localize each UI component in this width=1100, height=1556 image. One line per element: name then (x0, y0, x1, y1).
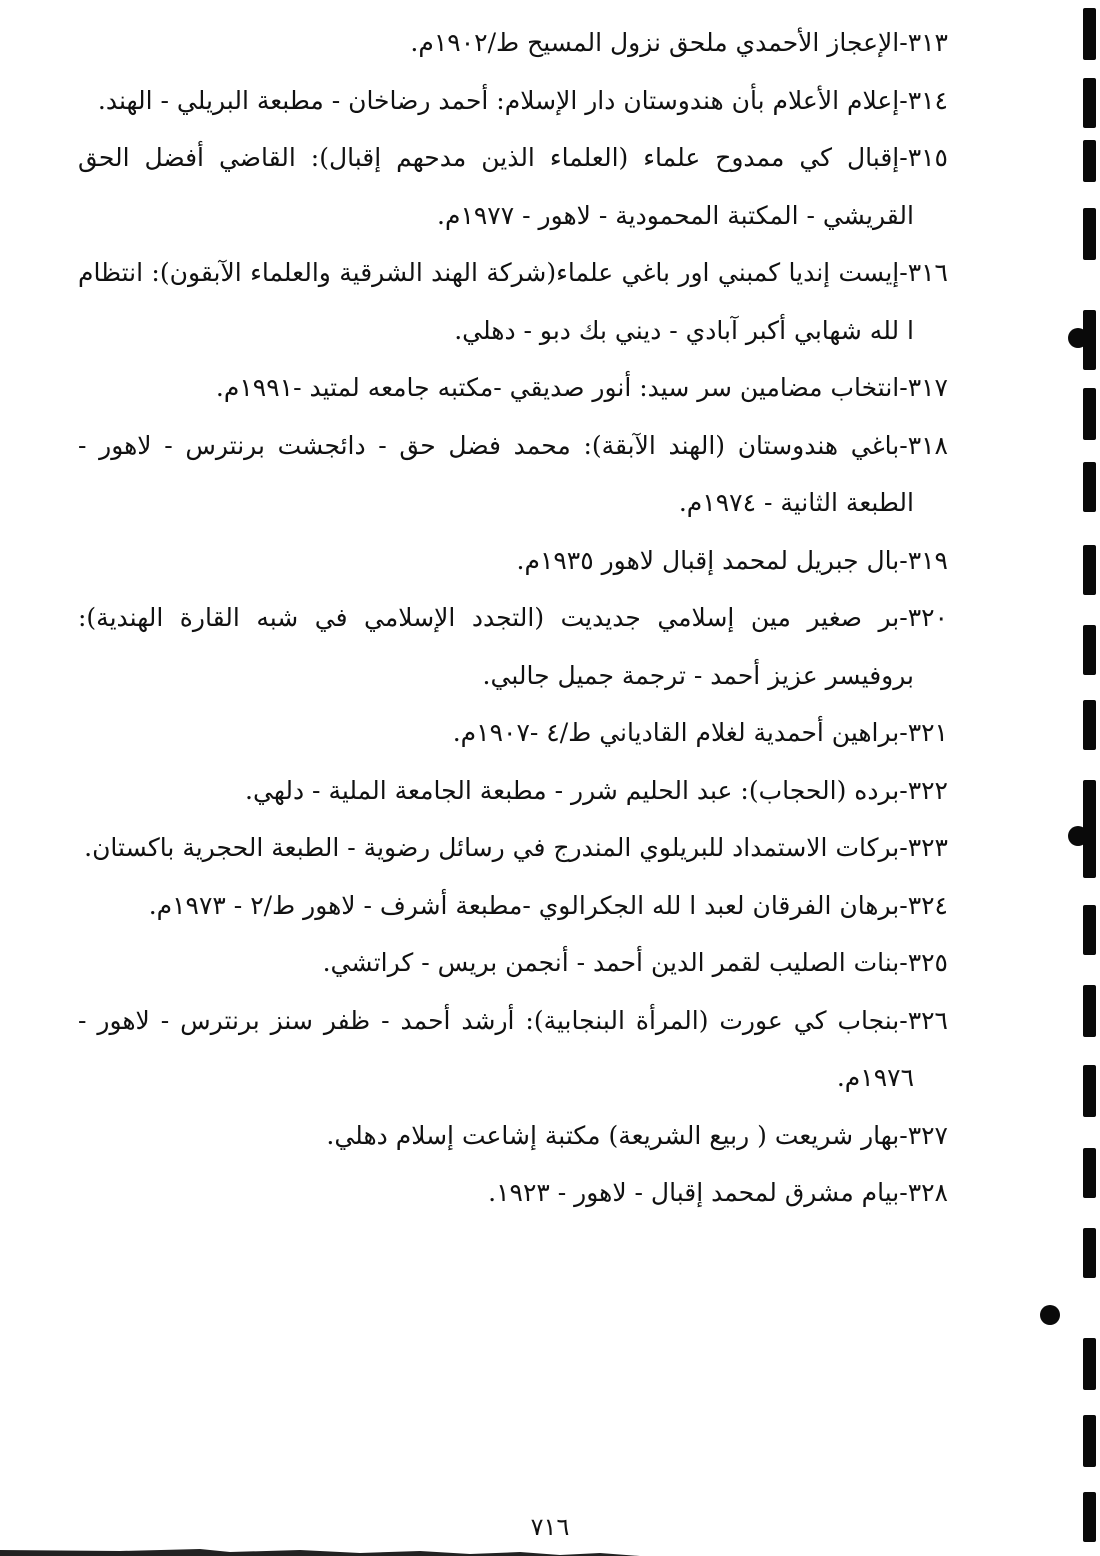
binding-mark (1083, 208, 1096, 260)
binding-mark (1083, 1065, 1096, 1117)
bibliography-entry-322: ٣٢٢-برده (الحجاب): عبد الحليم شرر - مطبعة الجامعة الملية - دلهي. (245, 775, 948, 805)
bibliography-entry-321: ٣٢١-براهين أحمدية لغلام القادياني ط/٤ -١٩٠٧م. (452, 718, 948, 747)
bibliography-entry-316: ٣١٦-إيست إنديا كمبني اور باغي علماء(شركة الهند الشرقية والعلماء الآبقون): انتظام ا لله شهابي أكبر آبادي - ديني بك دبو - دهلي. (78, 258, 948, 345)
binding-mark (1083, 1338, 1096, 1390)
bibliography-entry-314: ٣١٤-إعلام الأعلام بأن هندوستان دار الإسلام: أحمد رضاخان - مطبعة البريلي - الهند. (97, 85, 948, 115)
binding-mark (1083, 818, 1096, 878)
binding-mark (1083, 545, 1096, 595)
bibliography-entry-325: ٣٢٥-بنات الصليب لقمر الدين أحمد - أنجمن بريس - كراتشي. (322, 948, 948, 977)
binding-mark (1083, 462, 1096, 512)
binding-mark (1083, 8, 1096, 60)
binding-mark (1083, 1492, 1096, 1542)
page-number: ٧١٦ (530, 1513, 570, 1541)
binding-mark (1083, 78, 1096, 128)
binding-mark (1083, 905, 1096, 955)
binding-hole (1068, 826, 1088, 846)
binding-mark (1083, 700, 1096, 750)
bibliography-entry-320: ٣٢٠-بر صغير مين إسلامي جديديت (التجدد الإسلامي في شبه القارة الهندية): بروفيسر عزيز أحمد - ترجمة جميل جالبي. (78, 603, 948, 690)
binding-mark (1083, 1148, 1096, 1198)
bibliography-entry-313: ٣١٣-الإعجاز الأحمدي ملحق نزول المسيح ط/١٩٠٢م. (410, 28, 948, 57)
bibliography-entry-317: ٣١٧-انتخاب مضامين سر سيد: أنور صديقي -مكتبه جامعه لمتيد -١٩٩١م. (215, 373, 948, 402)
binding-mark (1083, 140, 1096, 182)
binding-hole (1068, 328, 1088, 348)
bibliography-entry-318: ٣١٨-باغي هندوستان (الهند الآبقة): محمد فضل حق - دائجشت برنترس - لاهور - الطبعة الثانية - ١٩٧٤م. (78, 430, 948, 517)
bibliography-entry-327: ٣٢٧-بهار شريعت ( ربيع الشريعة) مكتبة إشاعت إسلام دهلي. (326, 1120, 948, 1150)
binding-mark (1083, 388, 1096, 440)
bibliography-entry-328: ٣٢٨-بيام مشرق لمحمد إقبال - لاهور - ١٩٢٣. (488, 1178, 948, 1207)
binding-mark (1083, 1415, 1096, 1467)
bibliography-entry-323: ٣٢٣-بركات الاستمداد للبريلوي المندرج في رسائل رضوية - الطبعة الحجرية باكستان. (84, 833, 948, 862)
binding-hole (1040, 1305, 1060, 1325)
binding-mark (1083, 985, 1096, 1037)
binding-mark (1083, 1228, 1096, 1278)
bibliography-entry-326: ٣٢٦-بنجاب كي عورت (المرأة البنجابية): أرشد أحمد - ظفر سنز برنترس - لاهور - ١٩٧٦م. (78, 1005, 948, 1092)
scan-edge-artifact (0, 1546, 700, 1556)
binding-mark (1083, 625, 1096, 675)
bibliography-entry-324: ٣٢٤-برهان الفرقان لعبد ا لله الجكرالوي -مطبعة أشرف - لاهور ط/٢ - ١٩٧٣م. (148, 890, 948, 920)
bibliography-list (78, 14, 948, 1222)
bibliography-entry-319: ٣١٩-بال جبريل لمحمد إقبال لاهور ١٩٣٥م. (516, 545, 948, 575)
bibliography-entry-315: ٣١٥-إقبال كي ممدوح علماء (العلماء الذين مدحهم إقبال): القاضي أفضل الحق القريشي - المكتبة المحمودية - لاهور - ١٩٧٧م. (78, 143, 948, 230)
